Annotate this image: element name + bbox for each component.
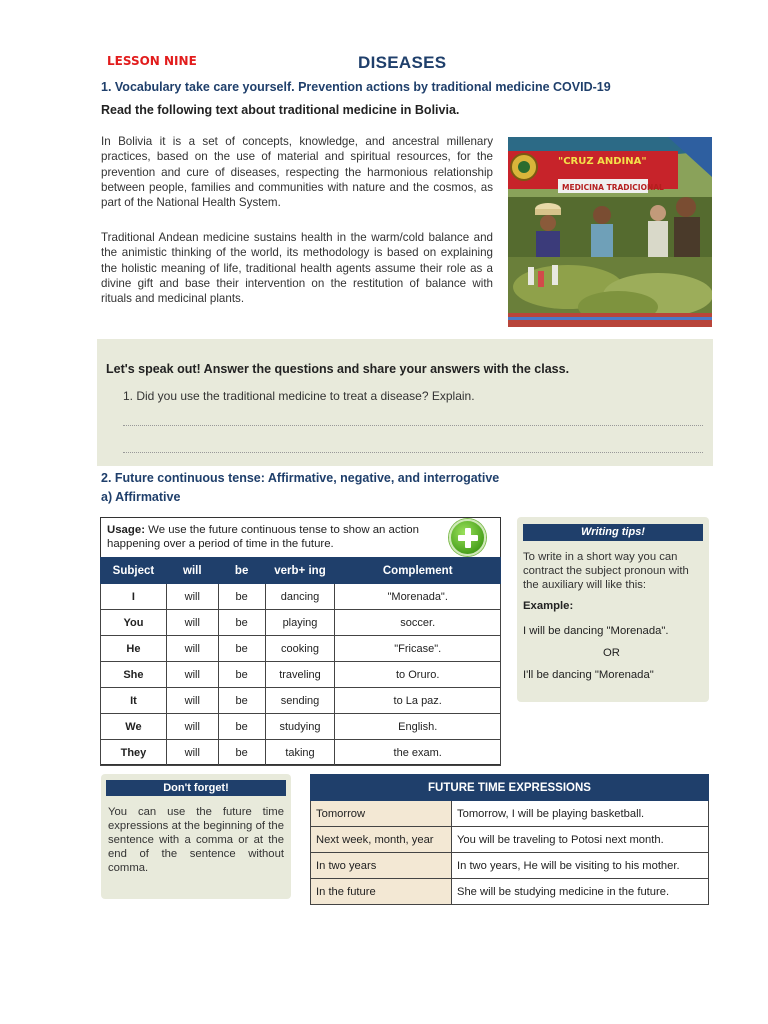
example-sentence-contracted: I'll be dancing "Morenada" [523,669,654,681]
paragraph-andean-medicine: Traditional Andean medicine sustains health in the warm/cold balance and the animistic thinking of the world, its methodology is based on explaining the holistic meaning of life, traditional health agents assume their role as a divine gift and base their intervention on the restitution of balance with rituals and medicinal plants. [101,231,493,306]
photo-sign-text: MEDICINA TRADICIONAL [562,183,664,192]
expression-cell: In two years [311,853,452,879]
traditional-medicine-photo [508,137,712,327]
reading-instruction: Read the following text about traditional medicine in Bolivia. [101,103,460,117]
page-title: DISEASES [358,53,447,72]
complement-cell: to La paz. [335,688,501,714]
usage-description: We use the future continuous tense to show an action happening over a period of time in the future. [107,524,419,550]
complement-cell: to Oruro. [335,662,501,688]
table-row [311,853,709,879]
plus-icon [449,519,486,556]
table-row [101,688,501,714]
subject-cell: You [101,610,167,636]
table-row [311,801,709,827]
answer-line[interactable] [123,452,703,453]
section-1-heading: 1. Vocabulary take care yourself. Prevention actions by traditional medicine COVID-19 [101,80,611,94]
subject-cell: I [101,584,167,610]
or-label: OR [603,647,620,659]
will-cell: will [166,688,218,714]
example-cell: Tomorrow, I will be playing basketball. [452,801,709,827]
subject-cell: They [101,740,167,766]
verb-cell: dancing [265,584,335,610]
verb-cell: sending [265,688,335,714]
verb-cell: playing [265,610,335,636]
verb-cell: studying [265,714,335,740]
writing-tips-title: Writing tips! [523,524,703,541]
usage-text [107,523,427,551]
be-cell: be [218,740,265,766]
column-header: will [166,558,218,584]
affirmative-subheading: a) Affirmative [101,490,181,504]
verb-cell: cooking [265,636,335,662]
will-cell: will [166,610,218,636]
will-cell: will [166,584,218,610]
section-2-heading: 2. Future continuous tense: Affirmative, negative, and interrogative [101,471,500,485]
be-cell: be [218,636,265,662]
future-continuous-table [100,557,501,766]
will-cell: will [166,740,218,766]
will-cell: will [166,662,218,688]
column-header: Complement [335,558,501,584]
table-row [311,879,709,905]
column-header: verb+ ing [265,558,335,584]
be-cell: be [218,584,265,610]
verb-cell: traveling [265,662,335,688]
lesson-label: LESSON NINE [107,54,197,68]
future-time-expressions-title: FUTURE TIME EXPRESSIONS [311,775,709,801]
table-row [101,610,501,636]
complement-cell: "Fricase". [335,636,501,662]
subject-cell: It [101,688,167,714]
dont-forget-body: You can use the future time expressions at the beginning of the sentence with a comma or at the end of the sentence without comma. [108,806,284,874]
subject-cell: She [101,662,167,688]
dont-forget-box [101,774,291,899]
expression-cell: Next week, month, year [311,827,452,853]
complement-cell: "Morenada". [335,584,501,610]
writing-tips-body: To write in a short way you can contract the subject pronoun with the auxiliary will like this: [523,551,689,591]
be-cell: be [218,610,265,636]
usage-label: Usage: [107,524,145,536]
verb-cell: taking [265,740,335,766]
column-header: Subject [101,558,167,584]
example-sentence-full: I will be dancing "Morenada". [523,625,669,637]
writing-tips-box [517,517,709,702]
dont-forget-title: Don't forget! [106,780,286,796]
be-cell: be [218,714,265,740]
complement-cell: the exam. [335,740,501,766]
column-header: be [218,558,265,584]
complement-cell: soccer. [335,610,501,636]
example-label: Example: [523,600,574,612]
will-cell: will [166,636,218,662]
subject-cell: He [101,636,167,662]
speak-out-title: Let's speak out! Answer the questions and share your answers with the class. [106,362,570,376]
expression-cell: In the future [311,879,452,905]
example-cell: In two years, He will be visiting to his mother. [452,853,709,879]
will-cell: will [166,714,218,740]
table-row [101,636,501,662]
table-row [101,662,501,688]
speak-out-question: 1. Did you use the traditional medicine to treat a disease? Explain. [123,389,475,403]
photo-banner-text: "CRUZ ANDINA" [558,156,647,167]
table-row [101,584,501,610]
example-cell: She will be studying medicine in the future. [452,879,709,905]
expression-cell: Tomorrow [311,801,452,827]
subject-cell: We [101,714,167,740]
future-time-expressions-table [310,774,709,905]
speak-out-box [97,339,713,466]
table-row [101,714,501,740]
table-row [101,740,501,766]
complement-cell: English. [335,714,501,740]
answer-line[interactable] [123,425,703,426]
be-cell: be [218,662,265,688]
be-cell: be [218,688,265,714]
example-cell: You will be traveling to Potosi next month. [452,827,709,853]
paragraph-traditional-medicine: In Bolivia it is a set of concepts, knowledge, and ancestral millenary practices, based on the use of material and spiritual resources, for the prevention and cure of diseases, respecting the harmonious relationship between people, families and communities with nature and the cosmos, as part of the National Health System. [101,135,493,210]
table-row [311,827,709,853]
